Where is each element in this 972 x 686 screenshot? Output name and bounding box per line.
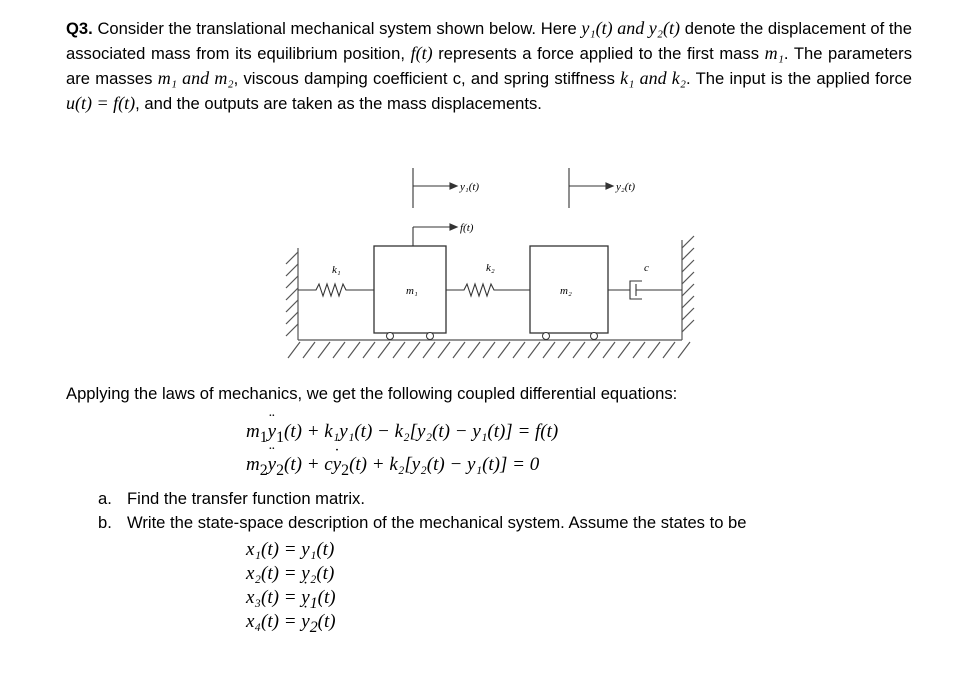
- state-1: x₁(t) = y₁(t): [246, 539, 335, 560]
- spring-k1: [298, 284, 374, 296]
- wheel: [543, 333, 550, 340]
- m2-label: m₂: [560, 285, 572, 297]
- mechanical-system-diagram: [270, 160, 710, 370]
- y2-label: y₂(t): [616, 181, 636, 193]
- part-b: b. Write the state-space description of the mechanical system. Assume the states to be: [98, 513, 747, 532]
- ground: [288, 340, 690, 358]
- part-a: a. Find the transfer function matrix.: [98, 489, 365, 508]
- state-2: x₂(t) = y₂(t): [246, 563, 335, 584]
- question-paragraph: Q3. Consider the translational mechanical system shown below. Here y₁(t) and y₂(t) denote the displacement of the associated mass from its equilibrium position, f(t) represents a force applied to the first mass m₁. The parameters are masses m₁ and m₂, viscous damping coefficient c, and spring stiffness k₁ and k₂. The input is the applied force u(t) = f(t), and the outputs are taken as the mass displacements.: [66, 18, 913, 113]
- applying-text: Applying the laws of mechanics, we get the following coupled differential equations:: [66, 384, 678, 403]
- y1-label: y₁(t): [460, 181, 480, 193]
- equation-1: $m_1y$ $¨_1(t) + k_1y_1(t) - k_2[y_2(t) - y_1(t)] = f(t)$: [246, 421, 558, 447]
- m1-label: m₁: [406, 285, 418, 297]
- spring-k2: [446, 284, 530, 296]
- k1-label: k₁: [332, 264, 341, 276]
- k2-label: k₂: [486, 262, 495, 274]
- wheel: [387, 333, 394, 340]
- right-wall: [682, 236, 694, 340]
- equation-2: $m_2y$ $¨_2(t)$ + cy $˙_2(t) + k_2[y_2(t) - y_1(t)] = 0$: [246, 454, 539, 480]
- wheel: [427, 333, 434, 340]
- y2-arrow: [569, 168, 613, 208]
- state-4: x₄(t) = y $˙_2(t)$: [246, 611, 336, 637]
- force-label: f(t): [460, 222, 474, 234]
- y1-arrow: [413, 168, 457, 208]
- c-label: c: [644, 262, 649, 274]
- wheel: [591, 333, 598, 340]
- state-3: x₃(t) = y $˙_1(t)$: [246, 587, 336, 613]
- force-arrow: [413, 224, 457, 246]
- question-number: Q3.: [66, 19, 93, 38]
- damper-c: [608, 281, 682, 299]
- left-wall: [286, 248, 298, 340]
